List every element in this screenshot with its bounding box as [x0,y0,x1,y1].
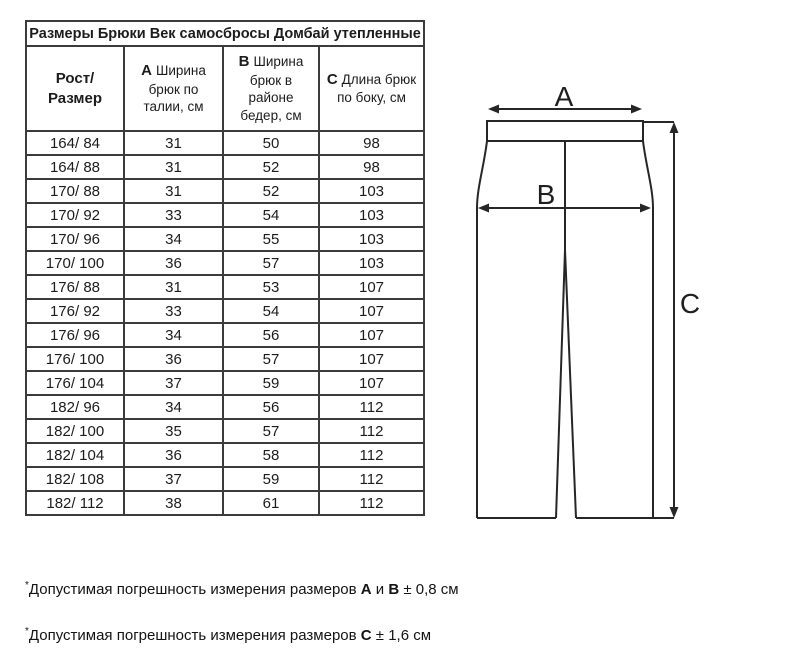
cell-height-size: 164/ 84 [26,131,124,155]
table-row [26,491,424,515]
cell-height-size: 170/ 100 [26,251,124,275]
table-row [26,131,424,155]
left-leg-outer-line [477,141,487,518]
cell-measurement: 57 [223,347,319,371]
title-row [26,21,424,46]
footnote-c-tolerance [25,626,431,644]
cell-measurement: 54 [223,203,319,227]
right-leg-outer-line [643,141,653,518]
cell-height-size: 182/ 112 [26,491,124,515]
cell-measurement: 56 [223,395,319,419]
cell-height-size: 170/ 92 [26,203,124,227]
footnote-text: Допустимая погрешность измерения размеров [28,581,361,598]
cell-measurement: 98 [319,155,424,179]
cell-measurement: 38 [124,491,223,515]
cell-measurement: 36 [124,443,223,467]
dim-letter-b: B [238,53,250,71]
cell-measurement: 107 [319,323,424,347]
cell-measurement: 61 [223,491,319,515]
dim-a-right-arrowhead [631,105,642,114]
cell-measurement: 34 [124,395,223,419]
column-header-side-length [319,46,424,131]
cell-height-size: 176/ 92 [26,299,124,323]
footnote-text: и [371,581,389,598]
cell-measurement: 107 [319,275,424,299]
table-row [26,179,424,203]
dim-c-top-arrowhead [670,122,679,133]
footnote-asterisk: * [25,580,29,591]
dim-b-right-arrowhead [640,204,651,213]
waistband-shape [487,121,643,141]
cell-height-size: 176/ 88 [26,275,124,299]
footnote-text: ± 0,8 см [399,581,459,598]
cell-measurement: 31 [124,131,223,155]
footnote-dim-c: C [360,627,372,644]
cell-measurement: 34 [124,323,223,347]
table-row [26,443,424,467]
cell-measurement: 34 [124,227,223,251]
table-row [26,299,424,323]
cell-measurement: 35 [124,419,223,443]
table-row [26,275,424,299]
footnote-ab-tolerance [25,580,459,598]
cell-height-size: 170/ 88 [26,179,124,203]
cell-measurement: 53 [223,275,319,299]
footnote-asterisk: * [25,626,29,637]
table-row [26,467,424,491]
table-row [26,323,424,347]
dim-letter-a: A [141,62,152,80]
cell-measurement: 56 [223,323,319,347]
cell-measurement: 52 [223,179,319,203]
cell-height-size: 182/ 104 [26,443,124,467]
table-row [26,395,424,419]
cell-measurement: 103 [319,203,424,227]
dim-label-c: C [679,288,701,319]
cell-measurement: 37 [124,467,223,491]
cell-measurement: 57 [223,251,319,275]
cell-measurement: 112 [319,395,424,419]
cell-height-size: 170/ 96 [26,227,124,251]
dim-c-bottom-arrowhead [670,507,679,518]
size-table-body [26,131,424,515]
table-row [26,155,424,179]
cell-measurement: 103 [319,227,424,251]
cell-height-size: 176/ 100 [26,347,124,371]
column-header-height-size: Рост/Размер [26,46,124,131]
table-row [26,227,424,251]
cell-measurement: 107 [319,347,424,371]
dim-label-a: A [554,81,574,112]
cell-height-size: 164/ 88 [26,155,124,179]
cell-measurement: 36 [124,251,223,275]
size-table [25,20,425,516]
table-row [26,371,424,395]
cell-measurement: 33 [124,299,223,323]
cell-measurement: 103 [319,251,424,275]
cell-measurement: 31 [124,179,223,203]
cell-height-size: 182/ 100 [26,419,124,443]
footnote-text: Допустимая погрешность измерения размеров [28,627,361,644]
cell-measurement: 37 [124,371,223,395]
footnote-dim-a: A [360,581,372,598]
dim-a-left-arrowhead [488,105,499,114]
cell-height-size: 182/ 108 [26,467,124,491]
cell-measurement: 54 [223,299,319,323]
column-header-hip-width [223,46,319,131]
arrowheads [478,105,679,519]
cell-measurement: 107 [319,371,424,395]
dim-b-left-arrowhead [478,204,489,213]
cell-height-size: 182/ 96 [26,395,124,419]
cell-measurement: 55 [223,227,319,251]
cell-measurement: 98 [319,131,424,155]
column-desc-side-length: Длина брюк по боку, см [337,71,417,106]
cell-measurement: 103 [319,179,424,203]
cell-measurement: 31 [124,275,223,299]
table-row [26,419,424,443]
table-row [26,347,424,371]
table-title: Размеры Брюки Век самосбросы Домбай утепленные [26,21,424,46]
cell-measurement: 57 [223,419,319,443]
cell-measurement: 107 [319,299,424,323]
column-desc-waist-width: Ширина брюк по талии, см [143,63,206,115]
dim-label-b: B [536,179,556,210]
left-leg-inner-line [556,141,565,518]
dim-letter-c: C [326,70,338,88]
table-row [26,251,424,275]
trousers-diagram [440,80,730,550]
footnote-text: ± 1,6 см [371,627,432,644]
cell-measurement: 59 [223,371,319,395]
cell-measurement: 112 [319,443,424,467]
cell-height-size: 176/ 96 [26,323,124,347]
cell-measurement: 58 [223,443,319,467]
column-desc-hip-width: Ширина брюк в районе бедер, см [240,54,304,124]
footnote-dim-b: B [388,581,400,598]
cell-measurement: 52 [223,155,319,179]
cell-measurement: 36 [124,347,223,371]
header-row [26,46,424,131]
cell-measurement: 112 [319,419,424,443]
cell-height-size: 176/ 104 [26,371,124,395]
cell-measurement: 31 [124,155,223,179]
cell-measurement: 50 [223,131,319,155]
right-leg-inner-line [565,250,576,518]
cell-measurement: 112 [319,491,424,515]
column-header-waist-width [124,46,223,131]
table-row [26,203,424,227]
cell-measurement: 33 [124,203,223,227]
cell-measurement: 112 [319,467,424,491]
cell-measurement: 59 [223,467,319,491]
